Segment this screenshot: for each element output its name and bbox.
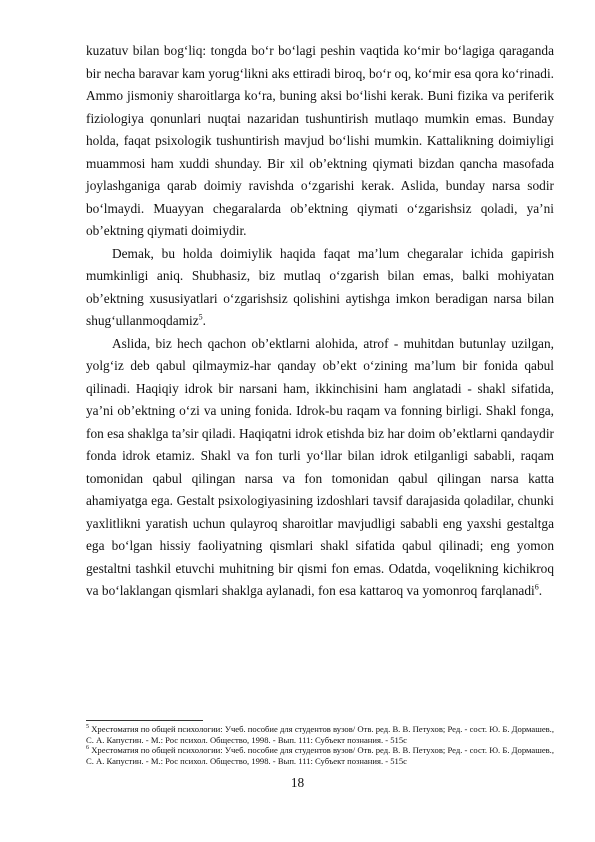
footnote-number: 6 bbox=[86, 745, 89, 752]
paragraph-3-text: Aslida, biz hech qachon ob’ektlarni alohida, atrof - muhitdan butunlay uzilgan, yolg‘iz deb qabul qilmaymiz-har qanday ob’ekt o‘zining ma’lum bir fonida qabul qilinadi. Haqiqiy idrok bir narsani ham, ikkinchisini ham anglatadi - shakl sifatida, ya’ni ob’ektning o‘zi va uning fonida. Idrok-bu raqam va fonning birligi. Shakl fonga, fon esa shaklga ta’sir qiladi. Haqiqatni idrok etishda biz har doim ob’ektlarni qandaydir fonda idrok etamiz. Shakl va fon turli yo‘llar bilan idrok etilganligi sababli, raqam tomonidan qabul qilingan narsa va fon tomonidan qabul qilingan narsa katta ahamiyatga ega. Gestalt psixologiyasining izdoshlari tavsif darajasida qoladilar, chunki yaxlitlikni yaratish uchun qulayroq sharoitlar mavjudligi sababli eng yaxshi gestaltga ega bo‘lgan hissiy faoliyatning qismlari shakl sifatida qabul qilinadi; eng yomon gestaltni tashkil etuvchi muhitning bir qismi fon emas. Odatda, voqelikning kichikroq va bo‘laklangan qismlari shaklga aylanadi, fon esa kattaroq va yomonroq farqlanadi bbox=[86, 335, 554, 598]
paragraph-2 bbox=[86, 243, 554, 333]
footnote-text: Хрестоматия по общей психологии: Учеб. пособие для студентов вузов/ Отв. ред. В. В. Петухов; Ред. - сост. Ю. Б. Дормашев., С. А. Капустин. - М.: Рос психол. Общество, 1998. - Вып. 111: Субъект познания. - 515с bbox=[86, 745, 554, 766]
footnote-6 bbox=[86, 745, 554, 766]
footnote-separator bbox=[86, 720, 203, 721]
footnote-ref-6[interactable]: 6 bbox=[534, 582, 539, 592]
footnote-number: 5 bbox=[86, 724, 89, 731]
footnote-ref-5[interactable]: 5 bbox=[198, 312, 203, 322]
paragraph-3 bbox=[86, 333, 554, 603]
paragraph-1: kuzatuv bilan bog‘liq: tongda bo‘r bo‘lagi peshin vaqtida ko‘mir bo‘lagiga qaraganda bir necha baravar kam yorug‘likni aks ettiradi biroq, bo‘r oq, ko‘mir esa qora ko‘rinadi. Ammo jismoniy sharoitlarga ko‘ra, buning aksi bo‘lishi kerak. Buni fizika va periferik fiziologiya qonunlari nuqtai nazaridan tushuntirish mutlaqo mumkin emas. Bunday holda, faqat psixologik tushuntirish mavjud bo‘lishi mumkin. Kattalikning doimiyligi muammosi ham xuddi shunday. Bir xil ob’ektning qiymati bizdan qancha masofada joylashganiga qarab doimiy ravishda o‘zgarishi kerak. Aslida, bunday narsa sodir bo‘lmaydi. Muayyan chegaralarda ob’ektning qiymati o‘zgarishsiz qoladi, ya’ni ob’ektning qiymati doimiydir. bbox=[86, 43, 554, 238]
footnotes-section bbox=[86, 720, 554, 766]
page-body bbox=[86, 40, 554, 603]
footnote-5 bbox=[86, 724, 554, 745]
paragraph-3-end: . bbox=[538, 583, 543, 598]
paragraph-2-end: . bbox=[202, 313, 207, 328]
page-number: 18 bbox=[290, 775, 305, 790]
paragraph-2-text: Demak, bu holda doimiylik haqida faqat ma’lum chegaralar ichida gapirish mumkinligi aniq. Shubhasiz, biz mutlaq o‘zgarish bilan emas, balki mohiyatan ob’ektning xususiyatlari o‘zgarishsiz qolishini aytishga imkon beradigan narsa bilan shug‘ullanmoqdamiz bbox=[86, 245, 554, 328]
footnote-text: Хрестоматия по общей психологии: Учеб. пособие для студентов вузов/ Отв. ред. В. В. Петухов; Ред. - сост. Ю. Б. Дормашев., С. А. Капустин. - М.: Рос психол. Общество, 1998. - Вып. 111: Субъект познания. - 515с bbox=[86, 724, 554, 745]
